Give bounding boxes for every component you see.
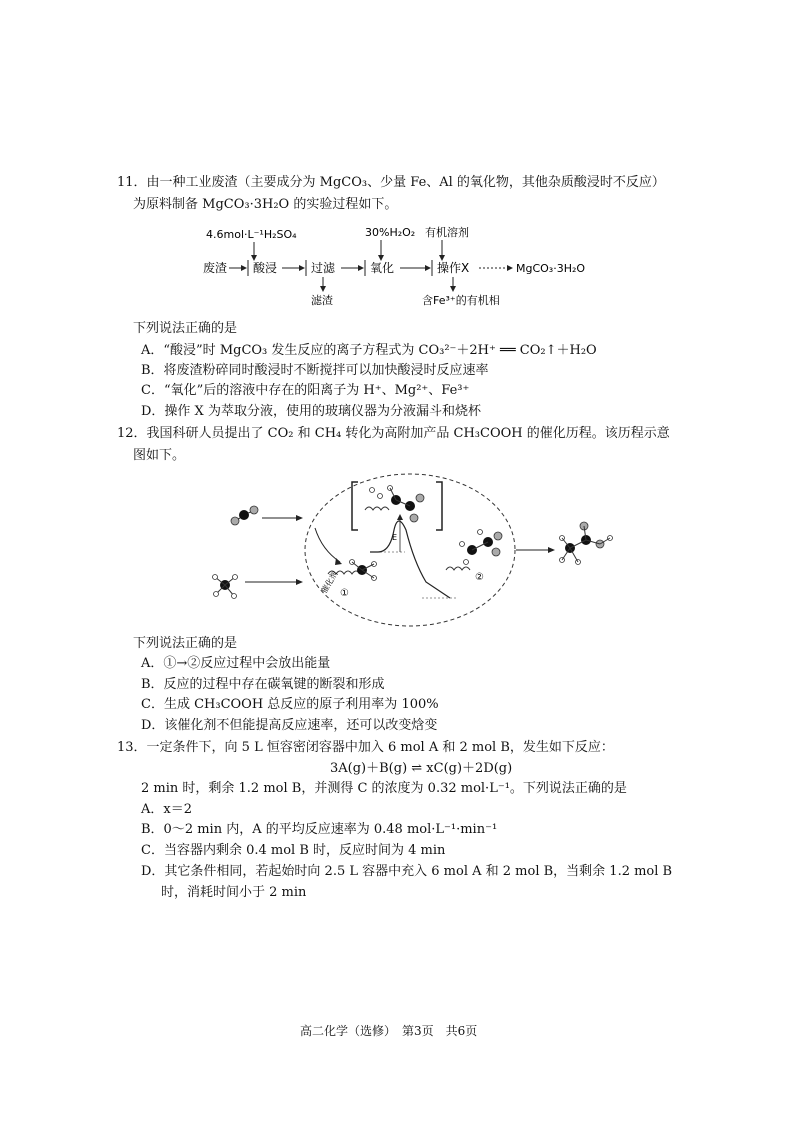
transition-state-complex — [365, 486, 424, 523]
catalyst-label: 催化剂 — [319, 569, 340, 595]
flow-reagent-h2so4: 4.6mol·L⁻¹H₂SO₄ — [206, 228, 297, 241]
q11-flowchart — [195, 222, 615, 312]
adsorbed-species-2 — [446, 530, 502, 571]
flow-node-product: MgCO₃·3H₂O — [516, 262, 586, 275]
ch4-molecule — [213, 575, 238, 599]
flow-reagent-h2o2: 30%H₂O₂ — [365, 226, 416, 239]
q11-option-b: B．将废渣粉碎同时酸浸时不断搅拌可以加快酸浸时反应速率 — [141, 363, 489, 378]
svg-text:E: E — [392, 533, 398, 542]
acetic-acid-molecule — [560, 522, 613, 565]
q13-option-b: B．0～2 min 内，A 的平均反应速率为 0.48 mol·L⁻¹·min⁻¹ — [141, 822, 498, 837]
flow-residue: 滤渣 — [311, 294, 333, 307]
q12-option-b: B．反应的过程中存在碳氧键的断裂和形成 — [141, 677, 385, 692]
q11-line1: 11．由一种工业废渣（主要成分为 MgCO₃、少量 Fe、Al 的氧化物，其他杂质酸浸时不反应） — [117, 175, 665, 190]
q13-line1: 13．一定条件下，向 5 L 恒容密闭容器中加入 6 mol A 和 2 mol B，发生如下反应： — [117, 740, 614, 755]
q11-option-c: C．“氧化”后的溶液中存在的阳离子为 H⁺、Mg²⁺、Fe³⁺ — [141, 383, 470, 398]
q13-option-a: A．x＝2 — [141, 802, 192, 817]
q11-option-d: D．操作 X 为萃取分液，使用的玻璃仪器为分液漏斗和烧杯 — [141, 404, 481, 419]
q13-equation: 3A(g)＋B(g) ⇌ xC(g)＋2D(g) — [330, 761, 513, 776]
flow-node-waste: 废渣 — [203, 261, 228, 275]
flow-node-oxidize: 氧化 — [370, 261, 395, 275]
q12-option-a: A．①→②反应过程中会放出能量 — [141, 656, 331, 671]
q11-stem: 下列说法正确的是 — [133, 321, 238, 336]
state-mark-1: ① — [340, 588, 349, 599]
flow-node-acid-leach: 酸浸 — [253, 261, 278, 275]
flow-reagent-organic: 有机溶剂 — [425, 226, 469, 239]
q13-option-d-cont: 时，消耗时间小于 2 min — [161, 885, 307, 900]
q13-option-c: C．当容器内剩余 0.4 mol B 时，反应时间为 4 min — [141, 843, 446, 858]
q12-option-d: D．该催化剂不但能提高反应速率，还可以改变焓变 — [141, 718, 438, 733]
flow-node-filter: 过滤 — [311, 261, 336, 275]
q12-option-c: C．生成 CH₃COOH 总反应的原子利用率为 100% — [141, 697, 439, 712]
q13-line3: 2 min 时，剩余 1.2 mol B，并测得 C 的浓度为 0.32 mol·L⁻¹。下列说法正确的是 — [141, 781, 627, 796]
q12-line2: 图如下。 — [133, 448, 186, 463]
co2-molecule — [231, 506, 258, 525]
flow-node-operation-x: 操作X — [437, 261, 470, 275]
q11-line2: 为原料制备 MgCO₃·3H₂O 的实验过程如下。 — [133, 197, 398, 212]
flow-organic-phase: 含Fe³⁺的有机相 — [422, 294, 500, 307]
reaction-zone-ellipse — [305, 474, 515, 626]
q11-option-a: A．“酸浸”时 MgCO₃ 发生反应的离子方程式为 CO₃²⁻＋2H⁺ ══ CO₂↑＋H₂O — [141, 343, 597, 358]
q12-line1: 12．我国科研人员提出了 CO₂ 和 CH₄ 转化为高附加产品 CH₃COOH 的催化历程。该历程示意 — [117, 426, 670, 441]
q12-stem: 下列说法正确的是 — [133, 636, 238, 651]
q13-option-d: D．其它条件相同，若起始时向 2.5 L 容器中充入 6 mol A 和 2 mol B，当剩余 1.2 mol B — [141, 864, 673, 879]
state-mark-2: ② — [475, 572, 484, 583]
q12-mechanism-diagram — [200, 470, 620, 630]
page-footer: 高二化学（选修） 第3页 共6页 — [300, 1024, 478, 1038]
